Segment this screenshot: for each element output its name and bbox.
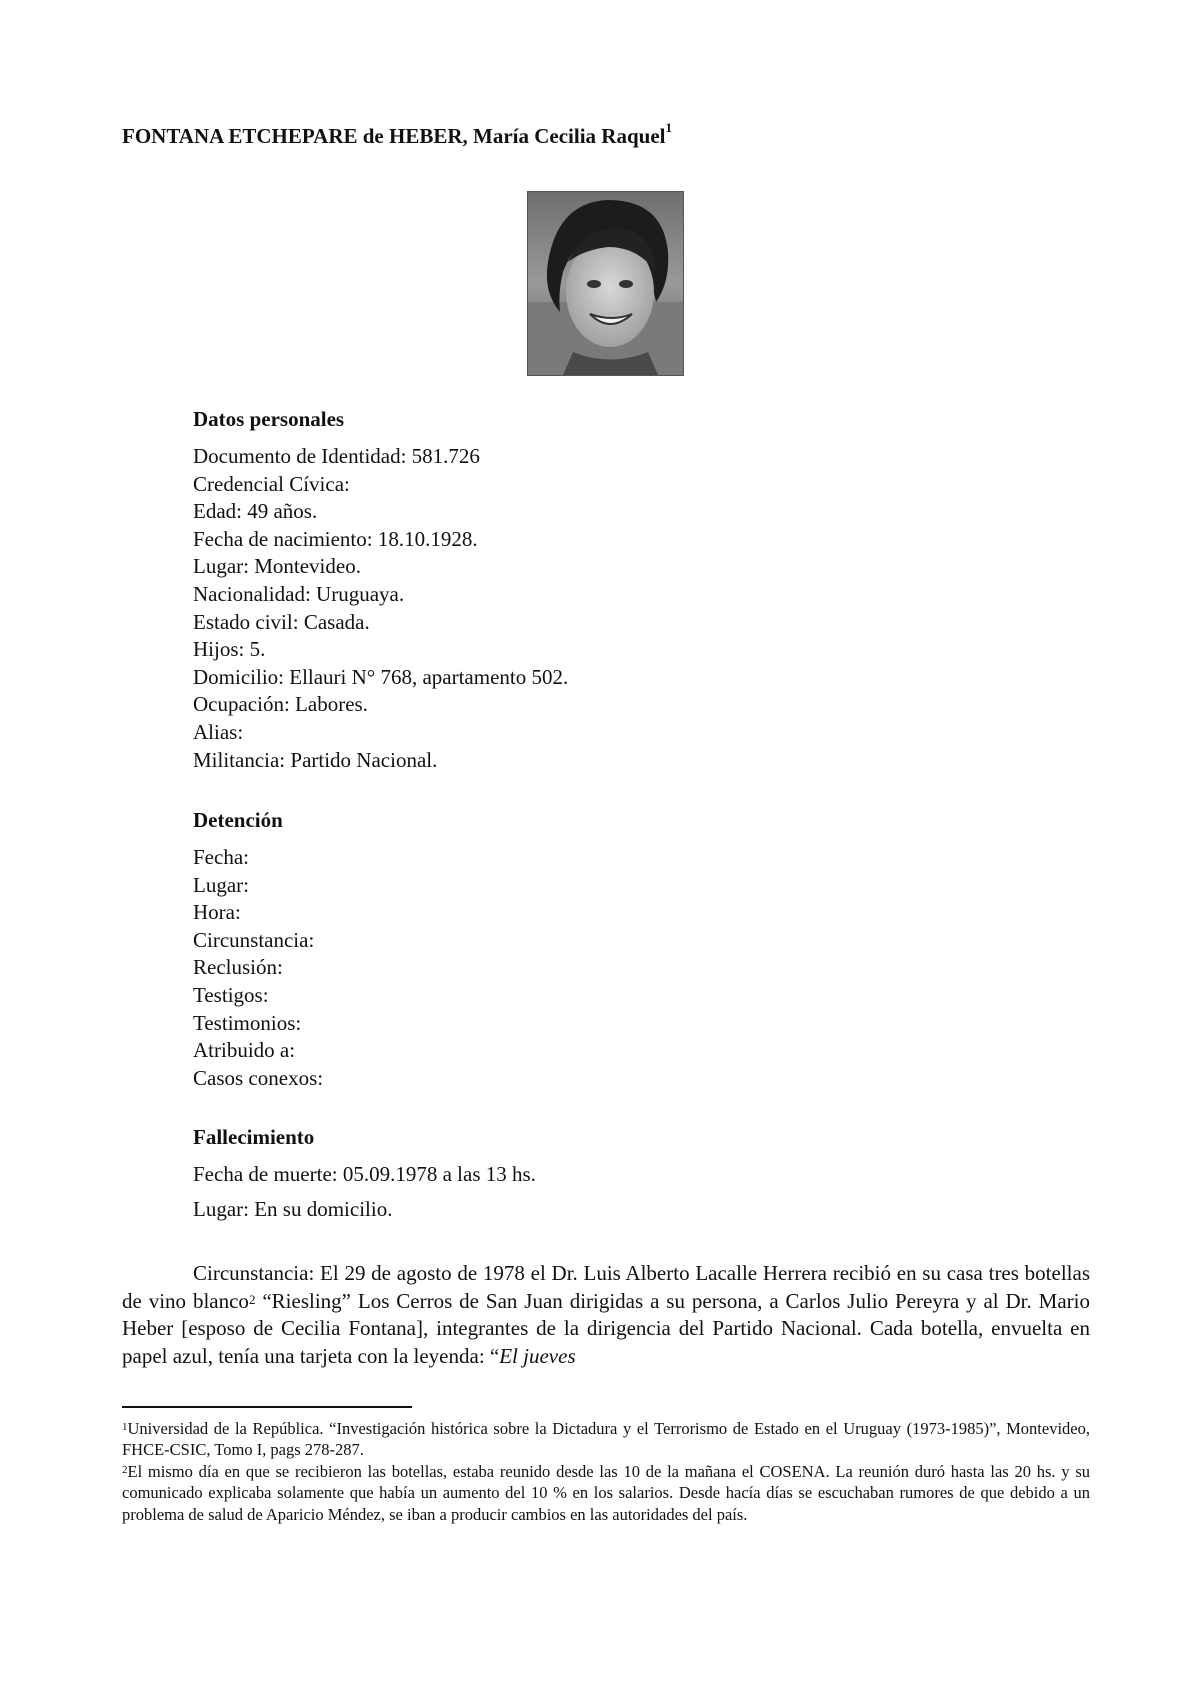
death-section xyxy=(193,1123,536,1223)
title-text: FONTANA ETCHEPARE de HEBER, María Cecilia Raquel xyxy=(122,124,666,148)
field-nationality: Nacionalidad: Uruguaya. xyxy=(193,581,405,606)
field-birth-place: Lugar: Montevideo. xyxy=(193,554,361,579)
circumstance-text-b: “Riesling” Los Cerros de San Juan dirigidas a su persona, a Carlos Julio Pereyra y al Dr. Mario Heber [esposo de Cecilia Fontana], integrantes de la dirigencia del Partido Nacional. Cada botella, envuelta en papel azul, tenía una tarjeta con la leyenda: “ xyxy=(122,1288,1090,1368)
circumstance-italic-text: El jueves xyxy=(499,1343,576,1368)
field-death-date: Fecha de muerte: 05.09.1978 a las 13 hs. xyxy=(193,1162,536,1186)
footnote-1-number: 1 xyxy=(122,1421,128,1433)
field-birth-date: Fecha de nacimiento: 18.10.1928. xyxy=(193,526,478,551)
footnotes xyxy=(122,1418,1090,1525)
personal-data-fields xyxy=(193,443,568,774)
field-reclusion: Reclusión: xyxy=(193,955,283,980)
field-militancy: Militancia: Partido Nacional. xyxy=(193,747,438,772)
field-civic-credential: Credencial Cívica: xyxy=(193,471,350,496)
field-related-cases: Casos conexos: xyxy=(193,1065,324,1090)
footnote-divider xyxy=(122,1406,412,1408)
detention-heading: Detención xyxy=(193,808,283,832)
portrait-image xyxy=(528,192,683,375)
field-detention-time: Hora: xyxy=(193,900,241,925)
personal-data-section xyxy=(193,405,568,774)
field-age: Edad: 49 años. xyxy=(193,499,318,524)
footnote-1-text: Universidad de la República. “Investigación histórica sobre la Dictadura y el Terrorismo de Estado en el Uruguay (1973-1985)”, Montevideo, FHCE-CSIC, Tomo I, pags 278-287. xyxy=(122,1419,1090,1460)
field-marital-status: Estado civil: Casada. xyxy=(193,609,370,634)
circumstance-paragraph xyxy=(122,1260,1090,1370)
field-death-place: Lugar: En su domicilio. xyxy=(193,1196,393,1221)
field-witnesses: Testigos: xyxy=(193,982,269,1007)
field-alias: Alias: xyxy=(193,719,244,744)
field-address: Domicilio: Ellauri N° 768, apartamento 502. xyxy=(193,664,569,689)
footnote-ref-1: 1 xyxy=(665,120,672,135)
footnote-2-number: 2 xyxy=(122,1463,128,1476)
field-attributed-to: Atribuido a: xyxy=(193,1038,296,1063)
death-fields xyxy=(193,1161,536,1223)
field-occupation: Ocupación: Labores. xyxy=(193,692,368,717)
footnote-2-text: El mismo día en que se recibieron las botellas, estaba reunido desde las 10 de la mañana el COSENA. La reunión duró hasta las 20 hs. y su comunicado explicaba solamente que había un aumento del 10 % en los salarios. Desde hacía días se escuchaban rumores de que debido a un problema de salud de Aparicio Méndez, se iban a producir cambios en las autoridades del país. xyxy=(122,1461,1090,1524)
field-detention-circumstance: Circunstancia: xyxy=(193,927,315,952)
detention-section xyxy=(193,806,323,1092)
field-testimonies: Testimonios: xyxy=(193,1010,302,1035)
footnote-2 xyxy=(122,1461,1090,1525)
detention-fields xyxy=(193,844,323,1092)
field-children: Hijos: 5. xyxy=(193,637,266,662)
circumstance-text-a: Circunstancia: El 29 de agosto de 1978 el Dr. Luis Alberto Lacalle Herrera recibió en su casa tres botellas de vino blanco xyxy=(122,1261,1090,1313)
footnote-ref-2: 2 xyxy=(248,1291,256,1307)
field-identity-document: Documento de Identidad: 581.726 xyxy=(193,444,480,468)
field-detention-date: Fecha: xyxy=(193,845,249,869)
death-heading: Fallecimiento xyxy=(193,1125,315,1149)
field-detention-place: Lugar: xyxy=(193,872,249,897)
page-title xyxy=(122,120,672,149)
personal-data-heading: Datos personales xyxy=(193,407,345,431)
footnote-1 xyxy=(122,1418,1090,1461)
portrait-photo xyxy=(527,191,684,376)
